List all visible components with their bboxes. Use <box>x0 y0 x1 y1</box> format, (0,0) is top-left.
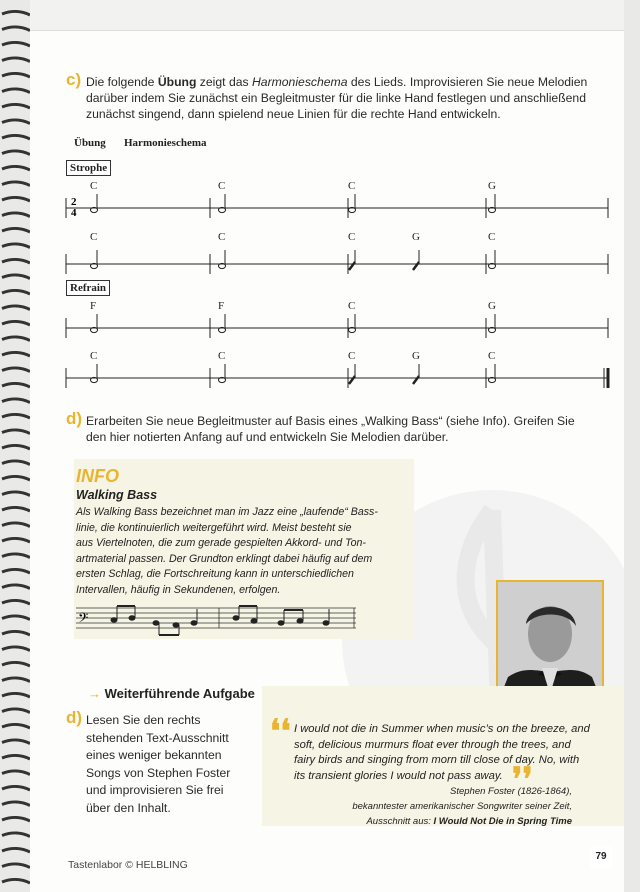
arrow-right-icon: → <box>88 686 101 701</box>
chord-symbol: G <box>412 231 420 243</box>
quote-citation-prefix: Ausschnitt aus: <box>366 816 434 827</box>
chord-symbol: C <box>218 350 226 362</box>
half-note <box>489 314 496 333</box>
further-line: und improvisieren Sie frei <box>86 783 224 797</box>
half-note <box>219 364 226 383</box>
half-note <box>219 314 226 333</box>
task-c-text-end: des Lieds. Improvisieren Sie neue Melodien <box>347 75 588 89</box>
info-text <box>76 505 396 598</box>
task-c-line3: zunächst singend, dann spielend neue Linien für die rechte Hand entwickeln. <box>86 107 501 121</box>
refrain-label: Refrain <box>66 280 110 296</box>
info-title: INFO <box>76 466 119 486</box>
slash-quarter <box>413 250 419 270</box>
info-line: ersten Schlag, die Fortschreitung kann in unterschiedlichen <box>76 568 354 580</box>
info-subtitle: Walking Bass <box>76 488 158 502</box>
info-line: aus Viertelnoten, die zum gerade gespielten Akkord- und Ton- <box>76 537 366 549</box>
half-note <box>489 250 496 269</box>
half-note <box>489 194 496 213</box>
chord-symbol: C <box>90 180 98 192</box>
chord-symbol: G <box>412 350 420 362</box>
footer-publisher: Tastenlabor © HELBLING <box>68 859 188 871</box>
quote-citation-description: bekanntester amerikanischer Songwriter seiner Zeit, <box>352 801 572 812</box>
slash-quarter <box>349 364 355 384</box>
task-c-text-start: Die folgende <box>86 75 158 89</box>
chord-symbol: C <box>488 350 496 362</box>
task-d-text <box>86 413 616 445</box>
quote-line: soft, delicious murmurs float ever through the trees, and <box>294 738 571 751</box>
half-note <box>219 250 226 269</box>
book-page <box>22 0 624 892</box>
walking-bass-notation <box>76 600 366 636</box>
chord-symbol: C <box>90 350 98 362</box>
quote-citation-title: I Would Not Die in Spring Time <box>433 816 572 827</box>
task-c-bold-uebung: Übung <box>157 75 197 89</box>
chord-symbol: G <box>488 180 496 192</box>
time-signature-bottom: 4 <box>71 207 77 219</box>
chord-symbol: F <box>218 300 225 312</box>
chord-symbol: C <box>348 300 356 312</box>
chord-symbol: G <box>488 300 496 312</box>
time-signature-top: 2 <box>71 196 77 208</box>
quote-line: I would not die in Summer when music’s on the breeze, and <box>294 723 590 735</box>
quote-line: fairy birds and singing from morn till close of day. No, with <box>294 754 580 766</box>
song-quote <box>294 722 614 784</box>
task-c-italic-harmonieschema: Harmonieschema <box>251 75 348 89</box>
opening-quote-icon: ❛❛ <box>270 712 291 750</box>
page-number: 79 <box>590 846 612 868</box>
quote-citation-source <box>366 816 572 827</box>
half-note <box>219 194 226 213</box>
chord-symbol: C <box>218 180 226 192</box>
further-line: eines weniger bekannten <box>86 748 222 762</box>
chord-symbol: C <box>90 231 98 243</box>
info-line: Intervallen, häufig in Sekundenen, erfolgen. <box>76 583 281 596</box>
task-d-line1: Erarbeiten Sie neue Begleitmuster auf Basis eines „Walking Bass“ (siehe Info). Greifen Sie <box>86 414 575 428</box>
task-letter-d: d) <box>66 409 83 428</box>
half-note <box>91 364 98 383</box>
half-note <box>349 314 356 333</box>
closing-quote-icon: ❜❜ <box>512 760 533 798</box>
strophe-label: Strophe <box>66 160 111 176</box>
further-line: über den Inhalt. <box>86 800 171 815</box>
quote-citation-author: Stephen Foster (1826-1864), <box>450 786 572 797</box>
further-line: Songs von Stephen Foster <box>86 765 231 780</box>
spiral-binding <box>0 0 30 892</box>
further-line: stehenden Text-Ausschnitt <box>86 730 229 745</box>
half-note <box>91 194 98 213</box>
info-line: Als Walking Bass bezeichnet man im Jazz eine „laufende“ Bass- <box>76 506 378 518</box>
task-d-line2: den hier notierten Anfang auf und entwickeln Sie Melodien darüber. <box>86 430 449 444</box>
further-task-title: Weiterführende Aufgabe <box>104 686 255 701</box>
quote-line: its transient glories I would not pass away. <box>294 769 503 782</box>
half-note <box>91 314 98 333</box>
task-c-line2: darüber indem Sie zunächst ein Begleitmuster für die linke Hand festlegen und anschließend <box>86 91 586 105</box>
half-note <box>489 364 496 383</box>
further-line: Lesen Sie den rechts <box>86 713 201 727</box>
task-c-text-mid: zeigt das <box>196 75 252 89</box>
info-line: artmaterial passen. Der Grundton erklingt dabei häufig auf dem <box>76 552 373 565</box>
slash-quarter <box>349 250 355 270</box>
further-task-text <box>86 712 266 817</box>
half-note <box>91 250 98 269</box>
chord-symbol: F <box>90 300 97 312</box>
slash-quarter <box>413 364 419 384</box>
task-letter-d-further: d) <box>66 708 83 727</box>
chord-symbol: C <box>348 231 356 243</box>
chord-symbol: C <box>348 350 356 362</box>
chord-symbol: C <box>488 231 496 243</box>
task-letter-c: c) <box>66 70 82 89</box>
score-label-uebung: Übung <box>74 137 106 149</box>
score-label-harmonieschema: Harmonieschema <box>124 137 207 149</box>
info-line: linie, die kontinuierlich weitergeführt wird. Meist besteht sie <box>76 521 352 534</box>
bass-clef-icon: 𝄢 <box>78 610 89 629</box>
half-note <box>349 194 356 213</box>
chord-symbol: C <box>348 180 356 192</box>
chord-symbol: C <box>218 231 226 243</box>
further-task-heading <box>88 686 255 701</box>
harmony-score-last-row <box>22 340 624 400</box>
